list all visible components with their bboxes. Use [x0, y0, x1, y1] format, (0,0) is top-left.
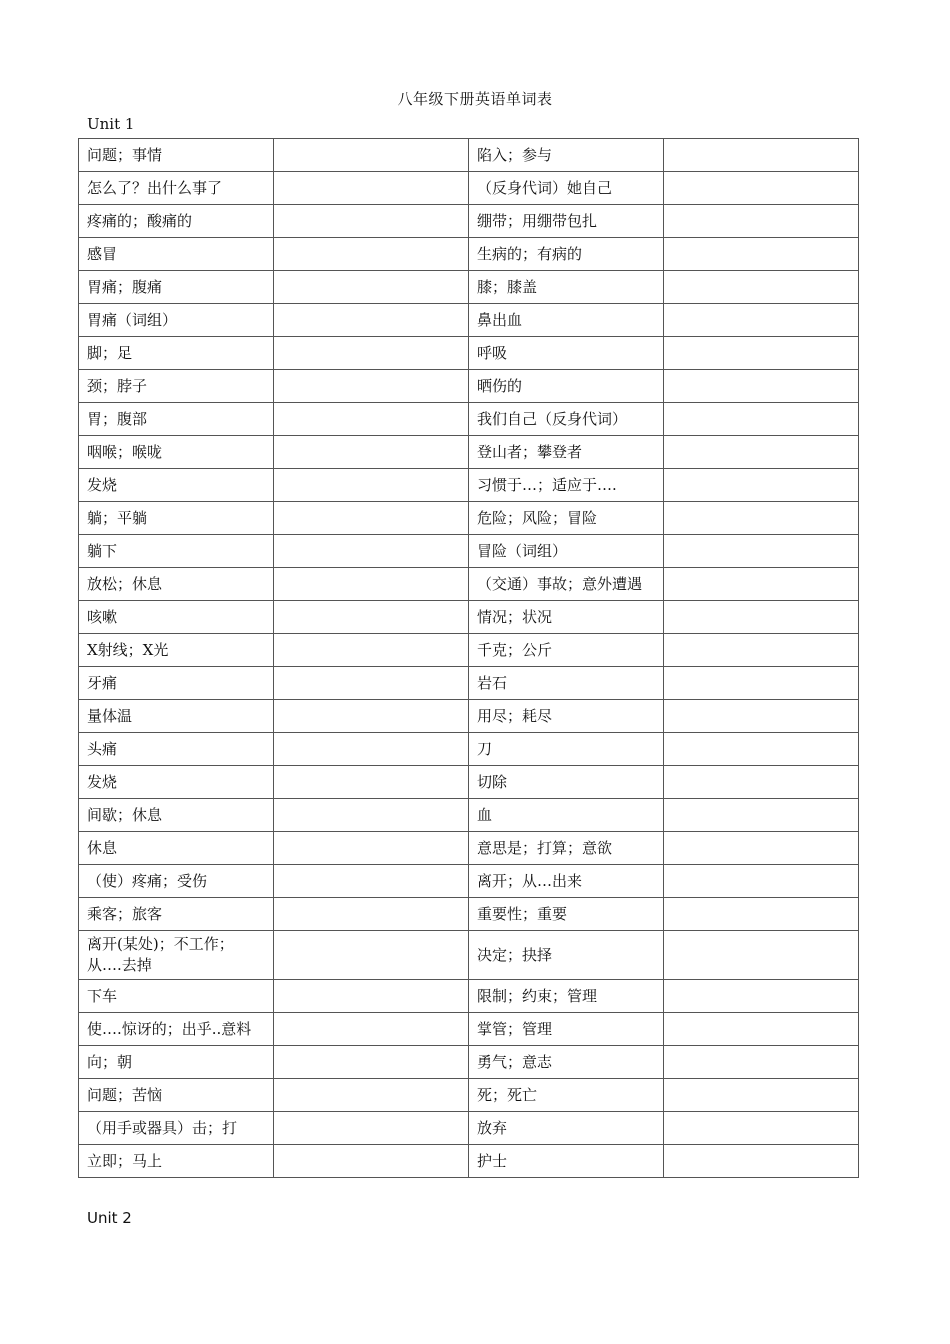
- answer-blank-cell: [274, 832, 469, 865]
- chinese-term-cell: 问题；苦恼: [79, 1079, 274, 1112]
- chinese-term-cell: 放松；休息: [79, 568, 274, 601]
- chinese-term-cell: 用尽；耗尽: [469, 700, 664, 733]
- table-row: [79, 535, 859, 568]
- table-row: [79, 634, 859, 667]
- table-row: [79, 205, 859, 238]
- answer-blank-cell: [664, 172, 859, 205]
- chinese-term-cell: 疼痛的；酸痛的: [79, 205, 274, 238]
- answer-blank-cell: [664, 601, 859, 634]
- answer-blank-cell: [664, 931, 859, 980]
- chinese-term-cell: 感冒: [79, 238, 274, 271]
- chinese-term-cell: 头痛: [79, 733, 274, 766]
- answer-blank-cell: [664, 700, 859, 733]
- chinese-term-cell: 发烧: [79, 469, 274, 502]
- table-row: [79, 304, 859, 337]
- chinese-term-cell: 向；朝: [79, 1046, 274, 1079]
- chinese-term-cell: 千克；公斤: [469, 634, 664, 667]
- chinese-term-cell: 脚；足: [79, 337, 274, 370]
- table-row: [79, 700, 859, 733]
- chinese-term-cell: 限制；约束；管理: [469, 980, 664, 1013]
- answer-blank-cell: [274, 238, 469, 271]
- chinese-term-cell: 生病的；有病的: [469, 238, 664, 271]
- answer-blank-cell: [274, 403, 469, 436]
- chinese-term-cell: 乘客；旅客: [79, 898, 274, 931]
- answer-blank-cell: [664, 370, 859, 403]
- chinese-term-cell: 血: [469, 799, 664, 832]
- document-title: 八年级下册英语单词表: [397, 90, 553, 108]
- answer-blank-cell: [274, 898, 469, 931]
- table-row: [79, 172, 859, 205]
- chinese-term-cell: 勇气；意志: [469, 1046, 664, 1079]
- answer-blank-cell: [664, 799, 859, 832]
- table-row: [79, 469, 859, 502]
- chinese-term-cell: （反身代词）她自己: [469, 172, 664, 205]
- chinese-term-cell: 使….惊讶的；出乎..意料: [79, 1013, 274, 1046]
- chinese-term-cell: 死；死亡: [469, 1079, 664, 1112]
- chinese-term-cell: 立即；马上: [79, 1145, 274, 1178]
- chinese-term-cell: 咳嗽: [79, 601, 274, 634]
- table-row: [79, 370, 859, 403]
- answer-blank-cell: [274, 931, 469, 980]
- table-row: [79, 1079, 859, 1112]
- chinese-term-cell: 间歇；休息: [79, 799, 274, 832]
- chinese-term-cell: 问题；事情: [79, 139, 274, 172]
- chinese-term-cell: 绷带；用绷带包扎: [469, 205, 664, 238]
- chinese-term-cell: 冒险（词组）: [469, 535, 664, 568]
- table-row: [79, 898, 859, 931]
- chinese-term-cell: 意思是；打算；意欲: [469, 832, 664, 865]
- answer-blank-cell: [664, 1046, 859, 1079]
- answer-blank-cell: [664, 403, 859, 436]
- answer-blank-cell: [274, 1145, 469, 1178]
- answer-blank-cell: [664, 568, 859, 601]
- chinese-term-cell: 离开(某处)；不工作；从….去掉: [79, 931, 274, 980]
- answer-blank-cell: [664, 1112, 859, 1145]
- table-row: [79, 832, 859, 865]
- table-row: [79, 271, 859, 304]
- unit-2-heading: Unit 2: [87, 1209, 132, 1227]
- answer-blank-cell: [274, 304, 469, 337]
- chinese-term-cell: 切除: [469, 766, 664, 799]
- chinese-term-cell: 下车: [79, 980, 274, 1013]
- unit-1-heading: Unit 1: [87, 115, 135, 133]
- answer-blank-cell: [664, 502, 859, 535]
- answer-blank-cell: [664, 898, 859, 931]
- table-row: [79, 733, 859, 766]
- chinese-term-cell: （交通）事故；意外遭遇: [469, 568, 664, 601]
- chinese-term-cell: 掌管；管理: [469, 1013, 664, 1046]
- answer-blank-cell: [664, 634, 859, 667]
- chinese-term-cell: 休息: [79, 832, 274, 865]
- answer-blank-cell: [664, 337, 859, 370]
- chinese-term-cell: 量体温: [79, 700, 274, 733]
- answer-blank-cell: [274, 337, 469, 370]
- chinese-term-cell: 牙痛: [79, 667, 274, 700]
- answer-blank-cell: [274, 1046, 469, 1079]
- chinese-term-cell: 躺下: [79, 535, 274, 568]
- table-row: [79, 601, 859, 634]
- answer-blank-cell: [274, 1079, 469, 1112]
- answer-blank-cell: [274, 205, 469, 238]
- chinese-term-cell: 呼吸: [469, 337, 664, 370]
- chinese-term-cell: 护士: [469, 1145, 664, 1178]
- answer-blank-cell: [274, 172, 469, 205]
- table-row: [79, 337, 859, 370]
- answer-blank-cell: [664, 304, 859, 337]
- table-row: [79, 931, 859, 980]
- chinese-term-cell: 登山者；攀登者: [469, 436, 664, 469]
- table-row: [79, 403, 859, 436]
- chinese-term-cell: （用手或器具）击；打: [79, 1112, 274, 1145]
- answer-blank-cell: [274, 980, 469, 1013]
- vocabulary-table: [78, 138, 859, 1178]
- chinese-term-cell: X射线；X光: [79, 634, 274, 667]
- table-row: [79, 1013, 859, 1046]
- table-row: [79, 667, 859, 700]
- answer-blank-cell: [274, 469, 469, 502]
- answer-blank-cell: [274, 667, 469, 700]
- answer-blank-cell: [664, 535, 859, 568]
- chinese-term-cell: 离开；从…出来: [469, 865, 664, 898]
- chinese-term-cell: 习惯于…；适应于….: [469, 469, 664, 502]
- answer-blank-cell: [664, 271, 859, 304]
- answer-blank-cell: [274, 700, 469, 733]
- answer-blank-cell: [274, 766, 469, 799]
- chinese-term-cell: 晒伤的: [469, 370, 664, 403]
- answer-blank-cell: [274, 502, 469, 535]
- answer-blank-cell: [664, 1145, 859, 1178]
- answer-blank-cell: [274, 634, 469, 667]
- answer-blank-cell: [664, 1013, 859, 1046]
- chinese-term-cell: 刀: [469, 733, 664, 766]
- answer-blank-cell: [664, 1079, 859, 1112]
- chinese-term-cell: 重要性；重要: [469, 898, 664, 931]
- answer-blank-cell: [274, 271, 469, 304]
- answer-blank-cell: [664, 667, 859, 700]
- table-row: [79, 139, 859, 172]
- answer-blank-cell: [664, 980, 859, 1013]
- answer-blank-cell: [664, 238, 859, 271]
- table-row: [79, 502, 859, 535]
- chinese-term-cell: 岩石: [469, 667, 664, 700]
- chinese-term-cell: 危险；风险；冒险: [469, 502, 664, 535]
- table-row: [79, 436, 859, 469]
- chinese-term-cell: 放弃: [469, 1112, 664, 1145]
- chinese-term-cell: 鼻出血: [469, 304, 664, 337]
- answer-blank-cell: [664, 832, 859, 865]
- answer-blank-cell: [274, 799, 469, 832]
- table-row: [79, 1112, 859, 1145]
- table-row: [79, 865, 859, 898]
- table-row: [79, 238, 859, 271]
- chinese-term-cell: 陷入；参与: [469, 139, 664, 172]
- chinese-term-cell: 膝；膝盖: [469, 271, 664, 304]
- answer-blank-cell: [274, 1112, 469, 1145]
- answer-blank-cell: [274, 601, 469, 634]
- chinese-term-cell: 胃痛；腹痛: [79, 271, 274, 304]
- answer-blank-cell: [664, 436, 859, 469]
- chinese-term-cell: 躺；平躺: [79, 502, 274, 535]
- table-row: [79, 1046, 859, 1079]
- answer-blank-cell: [664, 469, 859, 502]
- answer-blank-cell: [664, 139, 859, 172]
- answer-blank-cell: [274, 535, 469, 568]
- table-row: [79, 799, 859, 832]
- chinese-term-cell: 怎么了？出什么事了: [79, 172, 274, 205]
- answer-blank-cell: [274, 1013, 469, 1046]
- answer-blank-cell: [664, 766, 859, 799]
- chinese-term-cell: 颈；脖子: [79, 370, 274, 403]
- chinese-term-cell: 发烧: [79, 766, 274, 799]
- table-row: [79, 568, 859, 601]
- answer-blank-cell: [274, 436, 469, 469]
- answer-blank-cell: [664, 865, 859, 898]
- chinese-term-cell: 决定；抉择: [469, 931, 664, 980]
- answer-blank-cell: [664, 733, 859, 766]
- table-row: [79, 1145, 859, 1178]
- chinese-term-cell: 情况；状况: [469, 601, 664, 634]
- table-row: [79, 980, 859, 1013]
- answer-blank-cell: [664, 205, 859, 238]
- chinese-term-cell: 我们自己（反身代词）: [469, 403, 664, 436]
- chinese-term-cell: 咽喉；喉咙: [79, 436, 274, 469]
- answer-blank-cell: [274, 568, 469, 601]
- chinese-term-cell: （使）疼痛；受伤: [79, 865, 274, 898]
- answer-blank-cell: [274, 370, 469, 403]
- chinese-term-cell: 胃；腹部: [79, 403, 274, 436]
- answer-blank-cell: [274, 733, 469, 766]
- answer-blank-cell: [274, 139, 469, 172]
- table-row: [79, 766, 859, 799]
- answer-blank-cell: [274, 865, 469, 898]
- chinese-term-cell: 胃痛（词组）: [79, 304, 274, 337]
